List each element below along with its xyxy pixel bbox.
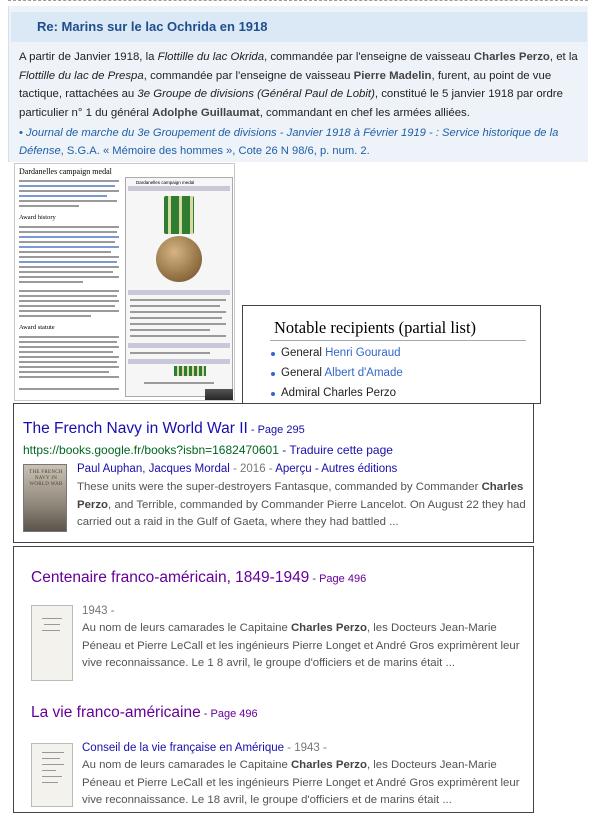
recipient-link-gouraud[interactable]: Henri Gouraud — [325, 347, 401, 359]
group-of-divisions: 3e Groupe de divisions (Général Paul de Lobit) — [137, 88, 375, 100]
book-cover-image[interactable] — [23, 464, 67, 532]
body-text: A partir de Janvier 1918, la — [19, 51, 158, 63]
body-text: , commandée par l'enseigne de vaisseau — [143, 69, 354, 82]
wiki-text-line — [19, 300, 119, 302]
infobox-row — [130, 323, 226, 325]
recipient-link-damade[interactable]: Albert d'Amade — [324, 367, 403, 379]
result-meta — [82, 742, 327, 754]
result-url-line — [23, 443, 393, 457]
result-snippet — [77, 479, 532, 532]
wiki-text-line — [19, 226, 119, 228]
search-result-french-navy — [13, 403, 534, 543]
wiki-article-title: Dardanelles campaign medal — [19, 167, 112, 176]
result-year: 1943 - — [82, 605, 115, 617]
wiki-text-line — [19, 336, 119, 338]
body-text: , commandée par l'enseigne de vaisseau — [264, 51, 474, 63]
snippet-text: , and Terrible, commanded by Commander Pierre Lancelot. On August 22 they had carried out a raid in the Gulf of Gaeta, where they had battled ... — [77, 498, 526, 528]
result-title[interactable] — [31, 569, 366, 587]
result-title-text[interactable]: Centenaire franco-américain, 1849-1949 — [31, 569, 310, 586]
wiki-text-line — [19, 205, 79, 207]
infobox-row — [130, 335, 226, 337]
wiki-infobox — [125, 177, 233, 397]
infobox-row — [130, 317, 222, 319]
flotilla-prespa: Flottille du lac de Prespa — [19, 69, 144, 82]
result-page: - Page 496 — [309, 573, 367, 585]
notable-recipients-box — [242, 305, 541, 404]
infobox-section-bar — [128, 343, 230, 348]
recipient-name-perzo: Admiral Charles Perzo — [281, 387, 397, 399]
cover-text-line — [42, 758, 60, 759]
infobox-row — [130, 329, 210, 331]
ribbon-bar-image — [174, 366, 206, 376]
wiki-text-line — [19, 236, 119, 238]
infobox-row — [130, 305, 220, 307]
translate-link[interactable]: - Traduire cette page — [278, 443, 393, 457]
wiki-text-line — [19, 315, 91, 317]
bullet-icon — [271, 372, 275, 376]
wiki-photo-thumbnail — [205, 389, 233, 401]
result-url: https://books.google.fr/books?isbn=1682470601 — [23, 443, 279, 457]
snippet-text: These units were the super-destroyers Fantasque, commanded by Commander — [77, 481, 482, 493]
snippet-text: , les Docteurs Jean-Marie Péneau et Pierre LeCall et les ingénieurs Pierre Longet et André Gros exprimèrent leur vive reconnaissance. Le 18 avril, le groupe d'officiers et de marins était ... — [82, 759, 520, 807]
result-publisher[interactable]: Conseil de la vie française en Amérique — [82, 742, 285, 754]
result-snippet — [82, 620, 534, 673]
recipient-rank: General — [281, 347, 326, 359]
wiki-text-line — [19, 341, 117, 343]
page-top-divider — [8, 0, 588, 1]
wiki-text-line — [19, 246, 119, 248]
wiki-text-line — [19, 241, 115, 243]
body-text: , constitué le 5 janvier 1918 par ordre particulier n° 1 du général — [19, 88, 563, 119]
result-year: - 2016 - — [229, 463, 276, 475]
wikipedia-article-thumbnail — [14, 163, 235, 401]
wiki-text-line — [19, 266, 119, 268]
result-title-text[interactable]: The French Navy in World War II — [23, 420, 248, 437]
recipient-item — [281, 367, 403, 379]
cover-text-line — [42, 618, 62, 619]
wiki-text-line — [19, 200, 117, 202]
wiki-text-line — [19, 295, 117, 297]
result-page: - Page 496 — [200, 708, 258, 720]
wiki-text-line — [19, 195, 107, 197]
snippet-highlight: Charles Perzo — [290, 622, 367, 634]
wiki-heading-award-history: Award history — [19, 214, 56, 221]
body-text: , furent, au point de vue tactique, rattachées au — [19, 69, 552, 100]
name-pierre-madelin: Pierre Madelin — [353, 69, 432, 82]
infobox-section-bar — [128, 290, 230, 295]
wiki-text-line — [19, 388, 119, 390]
medal-ribbon-image — [164, 196, 194, 234]
result-page: - Page 295 — [247, 424, 305, 436]
infobox-header-bar — [128, 186, 230, 191]
infobox-row — [130, 311, 226, 313]
cover-text-line — [42, 782, 58, 783]
recipient-rank: General — [281, 367, 325, 379]
other-editions-link[interactable]: - Autres éditions — [311, 463, 398, 475]
snippet-text: , les Docteurs Jean-Marie Péneau et Pierre LeCall et les ingénieurs Pierre Longet et André Gros exprimèrent leur vive reconnaissance. Le 1 8 avril, le groupe d'officiers et de marins était ... — [82, 622, 520, 670]
cover-text-line — [42, 770, 56, 771]
wiki-text-line — [19, 310, 119, 312]
infobox-row — [130, 352, 210, 354]
wiki-text-line — [19, 185, 115, 187]
recipient-item — [281, 347, 401, 359]
result-authors[interactable]: Paul Auphan, Jacques Mordal — [77, 463, 230, 475]
source-bullet: • — [19, 127, 27, 139]
wiki-text-line — [19, 261, 117, 263]
notable-recipients-heading: Notable recipients (partial list) — [274, 318, 477, 337]
snippet-highlight: Charles Perzo — [290, 759, 367, 771]
cover-text-line — [42, 764, 64, 765]
wiki-text-line — [19, 276, 119, 278]
wiki-text-line — [19, 376, 119, 378]
book-cover-image[interactable] — [31, 743, 73, 807]
wiki-text-line — [19, 366, 119, 368]
cover-text-line — [42, 776, 62, 777]
medal-disc-image — [156, 236, 202, 282]
snippet-text: Au nom de leurs camarades le Capitaine — [82, 759, 291, 771]
wiki-text-line — [19, 356, 119, 358]
result-snippet — [82, 757, 534, 810]
result-year: - 1943 - — [284, 742, 327, 754]
wiki-text-line — [19, 180, 119, 182]
name-adolphe-guillaumat: Adolphe Guillaumat — [152, 106, 260, 119]
preview-link[interactable]: Aperçu — [275, 463, 312, 475]
forum-post-title[interactable]: Re: Marins sur le lac Ochrida en 1918 — [37, 19, 268, 34]
bullet-icon — [271, 352, 275, 356]
name-charles-perzo: Charles Perzo — [473, 51, 550, 63]
source-reference: , S.G.A. « Mémoire des hommes », Cote 26 N 98/6, p. num. 2. — [60, 145, 370, 157]
forum-title-bar — [11, 12, 587, 42]
wiki-text-line — [19, 231, 117, 233]
heading-underline — [270, 340, 526, 341]
wiki-heading-award-statute: Award statute — [19, 324, 55, 331]
wiki-text-line — [19, 290, 119, 292]
infobox-caption: Dardanelles campaign medal — [136, 180, 195, 185]
wiki-text-line — [19, 361, 117, 363]
forum-post-body — [19, 48, 585, 122]
wiki-text-line — [19, 305, 115, 307]
wiki-text-line — [19, 351, 113, 353]
wiki-text-line — [19, 346, 119, 348]
wiki-text-line — [19, 256, 119, 258]
wiki-text-line — [19, 251, 111, 253]
body-text: , commandant en chef les armées alliées. — [259, 106, 470, 119]
cover-text-line — [42, 630, 60, 631]
result-meta — [77, 463, 397, 475]
infobox-row — [130, 299, 226, 301]
wiki-text-line — [19, 371, 109, 373]
bullet-icon — [271, 392, 275, 396]
cover-text-line — [42, 752, 64, 753]
book-cover-image[interactable] — [31, 605, 73, 681]
body-text: , et la — [549, 51, 578, 63]
cover-text-line — [44, 624, 60, 625]
result-title[interactable] — [23, 420, 305, 438]
snippet-highlight: Charles Perzo — [77, 481, 524, 511]
wiki-text-line — [19, 281, 83, 283]
source-title[interactable]: Journal de marche du 3e Groupement de divisions - Janvier 1918 à Février 1919 - : Service historique de la Défense — [19, 127, 559, 157]
forum-post — [8, 6, 588, 162]
search-results-franco-americain — [13, 546, 534, 813]
forum-source-citation — [19, 124, 585, 160]
snippet-text: Au nom de leurs camarades le Capitaine — [82, 622, 291, 634]
flotilla-okrida: Flottille du lac Okrida — [157, 51, 265, 63]
wiki-text-line — [19, 271, 113, 273]
book-cover-title: THE FRENCH NAVY IN WORLD WAR — [29, 470, 63, 487]
result-title[interactable] — [31, 704, 258, 722]
infobox-row — [144, 382, 214, 384]
wiki-text-line — [19, 190, 119, 192]
infobox-section-bar — [128, 359, 230, 364]
result-title-text[interactable]: La vie franco-américaine — [31, 704, 201, 721]
recipient-item — [281, 387, 396, 399]
